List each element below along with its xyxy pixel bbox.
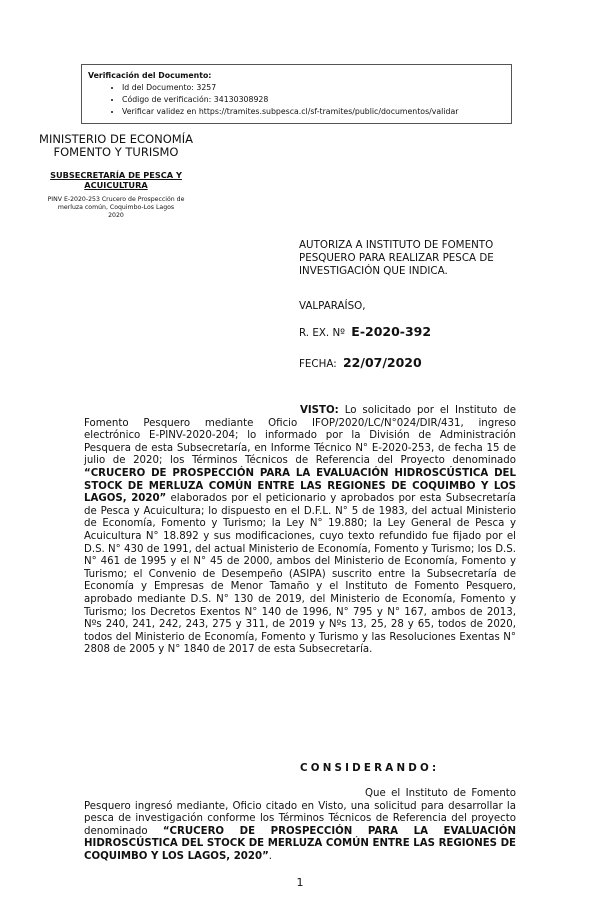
visto-label: VISTO: <box>300 405 339 416</box>
rex-value: E-2020-392 <box>351 324 432 339</box>
heading-line-1: AUTORIZA A INSTITUTO DE FOMENTO <box>299 239 494 251</box>
heading-line-3: INVESTIGACIÓN QUE INDICA. <box>299 265 448 278</box>
reference-note <box>30 196 202 220</box>
subsecretaria-line-2: ACUICULTURA <box>84 180 148 190</box>
subsecretaria-name <box>30 170 202 190</box>
ministry-line-2: FOMENTO Y TURISMO <box>53 145 179 159</box>
verification-title: Verificación del Documento: <box>88 71 212 80</box>
fecha-value: 22/07/2020 <box>342 355 422 370</box>
rex-label: R. EX. Nº <box>299 327 345 339</box>
verification-list <box>88 82 505 118</box>
resolution-date <box>299 355 422 370</box>
considerando-project-name: “CRUCERO DE PROSPECCIÓN PARA LA EVALUACIÓN HIDROSCÚSTICA DEL STOCK DE MERLUZA COMÚN ENTRE LAS REGIONES DE COQUIMBO Y LOS LAGOS, 2020” <box>84 825 516 862</box>
visto-paragraph <box>84 405 516 657</box>
reference-line-1: PINV E-2020-253 Crucero de Prospección de <box>47 196 185 203</box>
verification-url[interactable]: • Verificar validez en https://tramites.subpesca.cl/sf-tramites/public/documentos/validar <box>122 106 505 118</box>
considerando-text-1: Que el Instituto de Fomento Pesquero ingresó mediante, Oficio citado en Visto, una solicitud para desarrollar la pesca de investigación conforme los Términos Técnicos de Referencia del proyecto denominado <box>84 788 516 837</box>
verification-box <box>81 64 512 124</box>
considerando-text-2: . <box>268 850 273 862</box>
verification-code: • Código de verificación: 34130308928 <box>122 94 505 106</box>
fecha-label: FECHA: <box>299 358 337 370</box>
subsecretaria-line-1: SUBSECRETARÍA DE PESCA Y <box>50 170 182 180</box>
verification-id: • Id del Documento: 3257 <box>122 82 505 94</box>
reference-line-2: merluza común, Coquimbo-Los Lagos <box>57 204 175 211</box>
visto-text-1: Lo solicitado por el Instituto de Fomento Pesquero mediante Oficio IFOP/2020/LC/N°024/DIR/431, ingreso electrónico E-PINV-2020-204; lo informado por la División de Administración Pesquera de esta Subsecretaría, en Informe Técnico N° E-2020-253, de fecha 15 de julio de 2020; los Términos Técnicos de Referencia del Proyecto denominado <box>84 405 516 467</box>
heading-line-2: PESQUERO PARA REALIZAR PESCA DE <box>299 252 494 265</box>
considerando-title: CONSIDERANDO: <box>300 762 440 774</box>
visto-text-2: elaborados por el peticionario y aprobados por esta Subsecretaría de Pesca y Acuicultura; lo dispuesto en el D.F.L. N° 5 de 1983, del actual Ministerio de Economía, Fomento y Turismo; la Ley N° 19.880; la Ley General de Pesca y Acuicultura N° 18.892 y sus modificaciones, cuyo texto refundido fue fijado por el D.S. N° 430 de 1991, del actual Ministerio de Economía, Fomento y Turismo; los D.S. N° 461 de 1995 y el N° 45 de 2000, ambos del Ministerio de Economía, Fomento y Turismo; el Convenio de Desempeño (ASIPA) suscrito entre la Subsecretaría de Economía y Empresas de Menor Tamaño y el Instituto de Fomento Pesquero, aprobado mediante D.S. N° 130 de 2019, del Ministerio de Economía, Fomento y Turismo; los Decretos Exentos N° 140 de 1996, N° 795 y N° 167, ambos de 2013, Nºs 240, 241, 242, 243, 275 y 311, de 2019 y Nºs 13, 25, 28 y 65, todos de 2020, todos del Ministerio de Economía, Fomento y Turismo y las Resoluciones Exentas N° 2808 de 2005 y N° 1840 de 2017 de esta Subsecretaría. <box>84 493 517 656</box>
visto-project-name: “CRUCERO DE PROSPECCIÓN PARA LA EVALUACIÓN HIDROSCÚSTICA DEL STOCK DE MERLUZA COMÚN ENTRE LAS REGIONES DE COQUIMBO Y LOS LAGOS, 2020” <box>84 467 516 505</box>
reference-line-3: 2020 <box>108 212 124 219</box>
city: VALPARAÍSO, <box>299 300 366 312</box>
ministry-name <box>30 133 202 159</box>
resolution-heading <box>299 239 521 279</box>
resolution-number <box>299 324 431 339</box>
considerando-paragraph <box>84 788 516 864</box>
page-number: 1 <box>296 876 304 889</box>
ministry-line-1: MINISTERIO DE ECONOMÍA <box>39 132 193 146</box>
